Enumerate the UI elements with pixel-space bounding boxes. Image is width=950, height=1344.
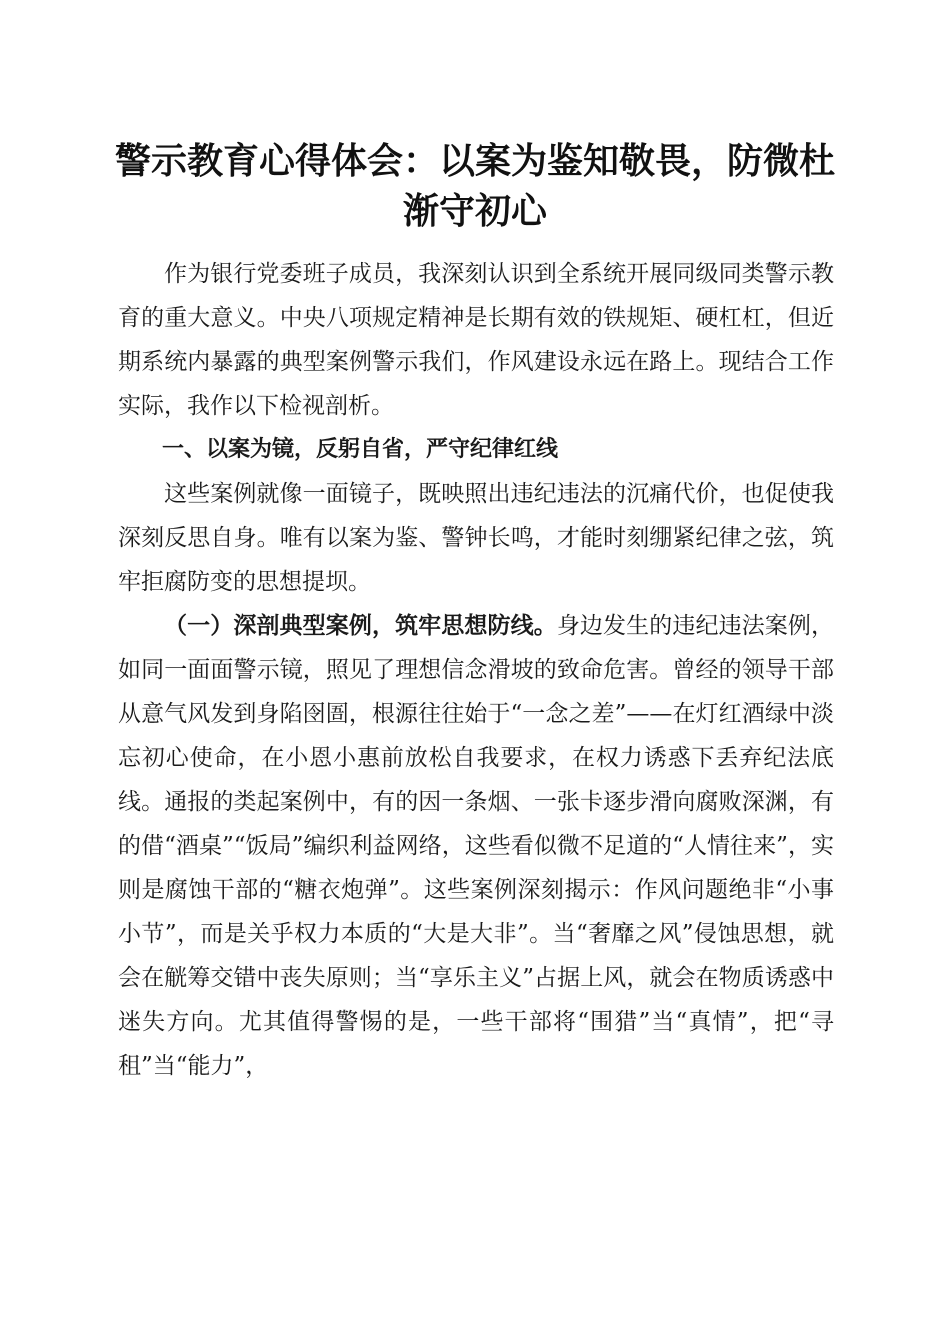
subsection-1-paragraph	[118, 604, 834, 1088]
section-1-paragraph: 这些案例就像一面镜子，既映照出违纪违法的沉痛代价，也促使我深刻反思自身。唯有以案为鉴、警钟长鸣，才能时刻绷紧纪律之弦，筑牢拒腐防变的思想提坝。	[118, 481, 834, 595]
title-line-1: 警示教育心得体会：以案为鉴知敬畏，防微杜	[114, 140, 835, 182]
title-line-2: 渐守初心	[402, 190, 547, 232]
subsection-1-heading: （一）深剖典型案例，筑牢思想防线。	[164, 612, 557, 639]
document-body	[118, 252, 834, 1088]
intro-paragraph: 作为银行党委班子成员，我深刻认识到全系统开展同级同类警示教育的重大意义。中央八项规定精神是长期有效的铁规矩、硬杠杠，但近期系统内暴露的典型案例警示我们，作风建设永远在路上。现结合工作实际，我作以下检视剖析。	[118, 261, 834, 419]
subsection-1-text: 身边发生的违纪违法案例，如同一面面警示镜，照见了理想信念滑坡的致命危害。曾经的领导干部从意气风发到身陷囹圄，根源往往始于“一念之差”——在灯红酒绿中淡忘初心使命，在小恩小惠前放松自我要求，在权力诱惑下丢弃纪法底线。通报的类起案例中，有的因一条烟、一张卡逐步滑向腐败深渊，有的借“酒桌”“饭局”编织利益网络，这些看似微不足道的“人情往来”，实则是腐蚀干部的“糖衣炮弹”。这些案例深刻揭示：作风问题绝非“小事小节”，而是关乎权力本质的“大是大非”。当“奢靡之风”侵蚀思想，就会在觥筹交错中丧失原则；当“享乐主义”占据上风，就会在物质诱惑中迷失方向。尤其值得警惕的是，一些干部将“围猎”当“真情”，把“寻租”当“能力”，	[118, 613, 835, 1079]
section-heading-1: 一、以案为镜，反躬自省，严守纪律红线	[162, 437, 559, 462]
document-title	[100, 136, 850, 236]
